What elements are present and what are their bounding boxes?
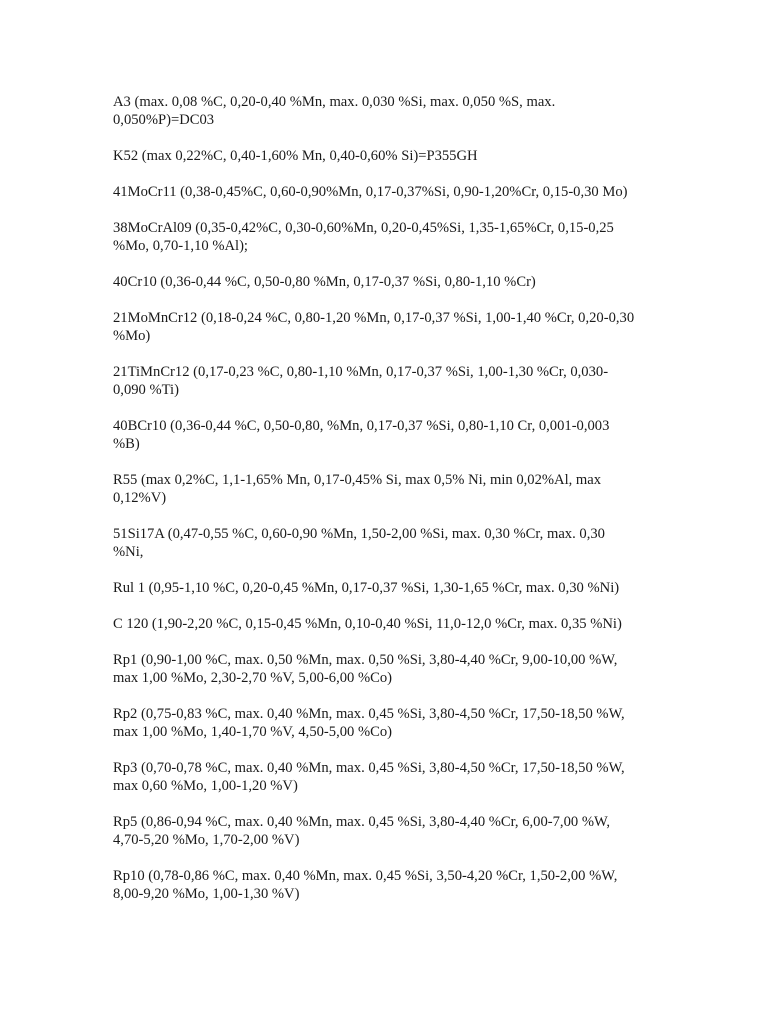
steel-grade-paragraph xyxy=(113,309,658,345)
steel-grade-paragraph xyxy=(113,273,658,291)
paragraph-line: Rul 1 (0,95-1,10 %C, 0,20-0,45 %Mn, 0,17-0,37 %Si, 1,30-1,65 %Cr, max. 0,30 %Ni) xyxy=(113,580,620,596)
paragraph-line: 41MoCr11 (0,38-0,45%C, 0,60-0,90%Mn, 0,17-0,37%Si, 0,90-1,20%Cr, 0,15-0,30 Mo) xyxy=(113,184,628,200)
steel-grade-paragraph xyxy=(113,471,658,507)
paragraph-line: %Mo) xyxy=(113,328,151,344)
paragraph-line: Rp5 (0,86-0,94 %C, max. 0,40 %Mn, max. 0,45 %Si, 3,80-4,40 %Cr, 6,00-7,00 %W, xyxy=(113,814,611,830)
document-body xyxy=(113,93,658,921)
paragraph-line: 0,12%V) xyxy=(113,490,167,506)
steel-grade-paragraph xyxy=(113,219,658,255)
paragraph-line: 40BCr10 (0,36-0,44 %C, 0,50-0,80, %Mn, 0,17-0,37 %Si, 0,80-1,10 Cr, 0,001-0,003 xyxy=(113,418,610,434)
steel-grade-paragraph xyxy=(113,615,658,633)
paragraph-line: max 1,00 %Mo, 2,30-2,70 %V, 5,00-6,00 %Co) xyxy=(113,670,393,686)
paragraph-line: 4,70-5,20 %Mo, 1,70-2,00 %V) xyxy=(113,832,300,848)
steel-grade-paragraph xyxy=(113,705,658,741)
paragraph-line: 40Cr10 (0,36-0,44 %C, 0,50-0,80 %Mn, 0,17-0,37 %Si, 0,80-1,10 %Cr) xyxy=(113,274,536,290)
paragraph-line: R55 (max 0,2%C, 1,1-1,65% Mn, 0,17-0,45% Si, max 0,5% Ni, min 0,02%Al, max xyxy=(113,472,602,488)
paragraph-line: %B) xyxy=(113,436,140,452)
steel-grade-paragraph xyxy=(113,579,658,597)
paragraph-line: 38MoCrAl09 (0,35-0,42%C, 0,30-0,60%Mn, 0,20-0,45%Si, 1,35-1,65%Cr, 0,15-0,25 xyxy=(113,220,614,236)
paragraph-line: A3 (max. 0,08 %C, 0,20-0,40 %Mn, max. 0,030 %Si, max. 0,050 %S, max. xyxy=(113,94,556,110)
paragraph-line: 51Si17A (0,47-0,55 %C, 0,60-0,90 %Mn, 1,50-2,00 %Si, max. 0,30 %Cr, max. 0,30 xyxy=(113,526,605,542)
steel-grade-paragraph xyxy=(113,183,658,201)
steel-grade-paragraph xyxy=(113,759,658,795)
steel-grade-paragraph xyxy=(113,813,658,849)
steel-grade-paragraph xyxy=(113,651,658,687)
paragraph-line: 0,050%P)=DC03 xyxy=(113,112,215,128)
paragraph-line: 8,00-9,20 %Mo, 1,00-1,30 %V) xyxy=(113,886,300,902)
steel-grade-paragraph xyxy=(113,867,658,903)
paragraph-line: max 0,60 %Mo, 1,00-1,20 %V) xyxy=(113,778,298,794)
paragraph-line: Rp3 (0,70-0,78 %C, max. 0,40 %Mn, max. 0,45 %Si, 3,80-4,50 %Cr, 17,50-18,50 %W, xyxy=(113,760,625,776)
paragraph-line: max 1,00 %Mo, 1,40-1,70 %V, 4,50-5,00 %Co) xyxy=(113,724,393,740)
paragraph-line: K52 (max 0,22%C, 0,40-1,60% Mn, 0,40-0,60% Si)=P355GH xyxy=(113,148,478,164)
paragraph-line: 0,090 %Ti) xyxy=(113,382,179,398)
steel-grade-paragraph xyxy=(113,363,658,399)
steel-grade-paragraph xyxy=(113,417,658,453)
paragraph-line: Rp1 (0,90-1,00 %C, max. 0,50 %Mn, max. 0,50 %Si, 3,80-4,40 %Cr, 9,00-10,00 %W, xyxy=(113,652,618,668)
paragraph-line: Rp10 (0,78-0,86 %C, max. 0,40 %Mn, max. 0,45 %Si, 3,50-4,20 %Cr, 1,50-2,00 %W, xyxy=(113,868,618,884)
paragraph-line: %Mo, 0,70-1,10 %Al); xyxy=(113,238,248,254)
steel-grade-paragraph xyxy=(113,525,658,561)
paragraph-line: 21MoMnCr12 (0,18-0,24 %C, 0,80-1,20 %Mn, 0,17-0,37 %Si, 1,00-1,40 %Cr, 0,20-0,30 xyxy=(113,310,635,326)
paragraph-line: C 120 (1,90-2,20 %C, 0,15-0,45 %Mn, 0,10-0,40 %Si, 11,0-12,0 %Cr, max. 0,35 %Ni) xyxy=(113,616,622,632)
paragraph-line: 21TiMnCr12 (0,17-0,23 %C, 0,80-1,10 %Mn, 0,17-0,37 %Si, 1,00-1,30 %Cr, 0,030- xyxy=(113,364,609,380)
paragraph-line: %Ni, xyxy=(113,544,144,560)
steel-grade-paragraph xyxy=(113,147,658,165)
paragraph-line: Rp2 (0,75-0,83 %C, max. 0,40 %Mn, max. 0,45 %Si, 3,80-4,50 %Cr, 17,50-18,50 %W, xyxy=(113,706,625,722)
steel-grade-paragraph xyxy=(113,93,658,129)
